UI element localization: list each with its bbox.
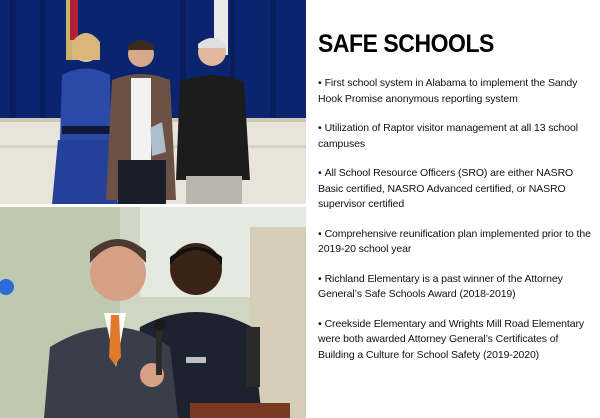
award-photo [0, 0, 306, 204]
speaker-photo [0, 207, 306, 418]
bullet-text: Richland Elementary is a past winner of the Attorney General’s Safe Schools Award (2018-2019) [318, 272, 563, 300]
bullet-item [318, 166, 592, 213]
bullet-list [318, 76, 592, 363]
bullet-text: First school system in Alabama to implement the Sandy Hook Promise anonymous reporting system [318, 77, 578, 105]
bullet-text: Creekside Elementary and Wrights Mill Road Elementary were both awarded Attorney General’s Certificates of Building a Culture for School Safety (2019-2020) [318, 317, 585, 361]
bullet-item [318, 272, 592, 303]
bullet-text: All School Resource Officers (SRO) are either NASRO Basic certified, NASRO Advanced certified, or NASRO supervisor certified [318, 167, 574, 210]
slide-title: SAFE SCHOOLS [318, 30, 494, 58]
bullet-symbol: • [318, 317, 322, 330]
bullet-item [318, 317, 592, 364]
bullet-symbol: • [318, 272, 322, 285]
bullet-item [318, 121, 592, 152]
bullet-symbol: • [318, 77, 322, 89]
bullet-text: Utilization of Raptor visitor management at all 13 school campuses [318, 122, 579, 150]
bullet-symbol: • [318, 227, 322, 240]
bullet-item [318, 227, 592, 258]
bullet-symbol: • [318, 167, 322, 179]
bullet-text: Comprehensive reunification plan implemented prior to the 2019-20 school year [318, 227, 591, 255]
safe-schools-panel [318, 30, 592, 377]
bullet-symbol: • [318, 122, 322, 134]
bullet-item [318, 76, 592, 107]
